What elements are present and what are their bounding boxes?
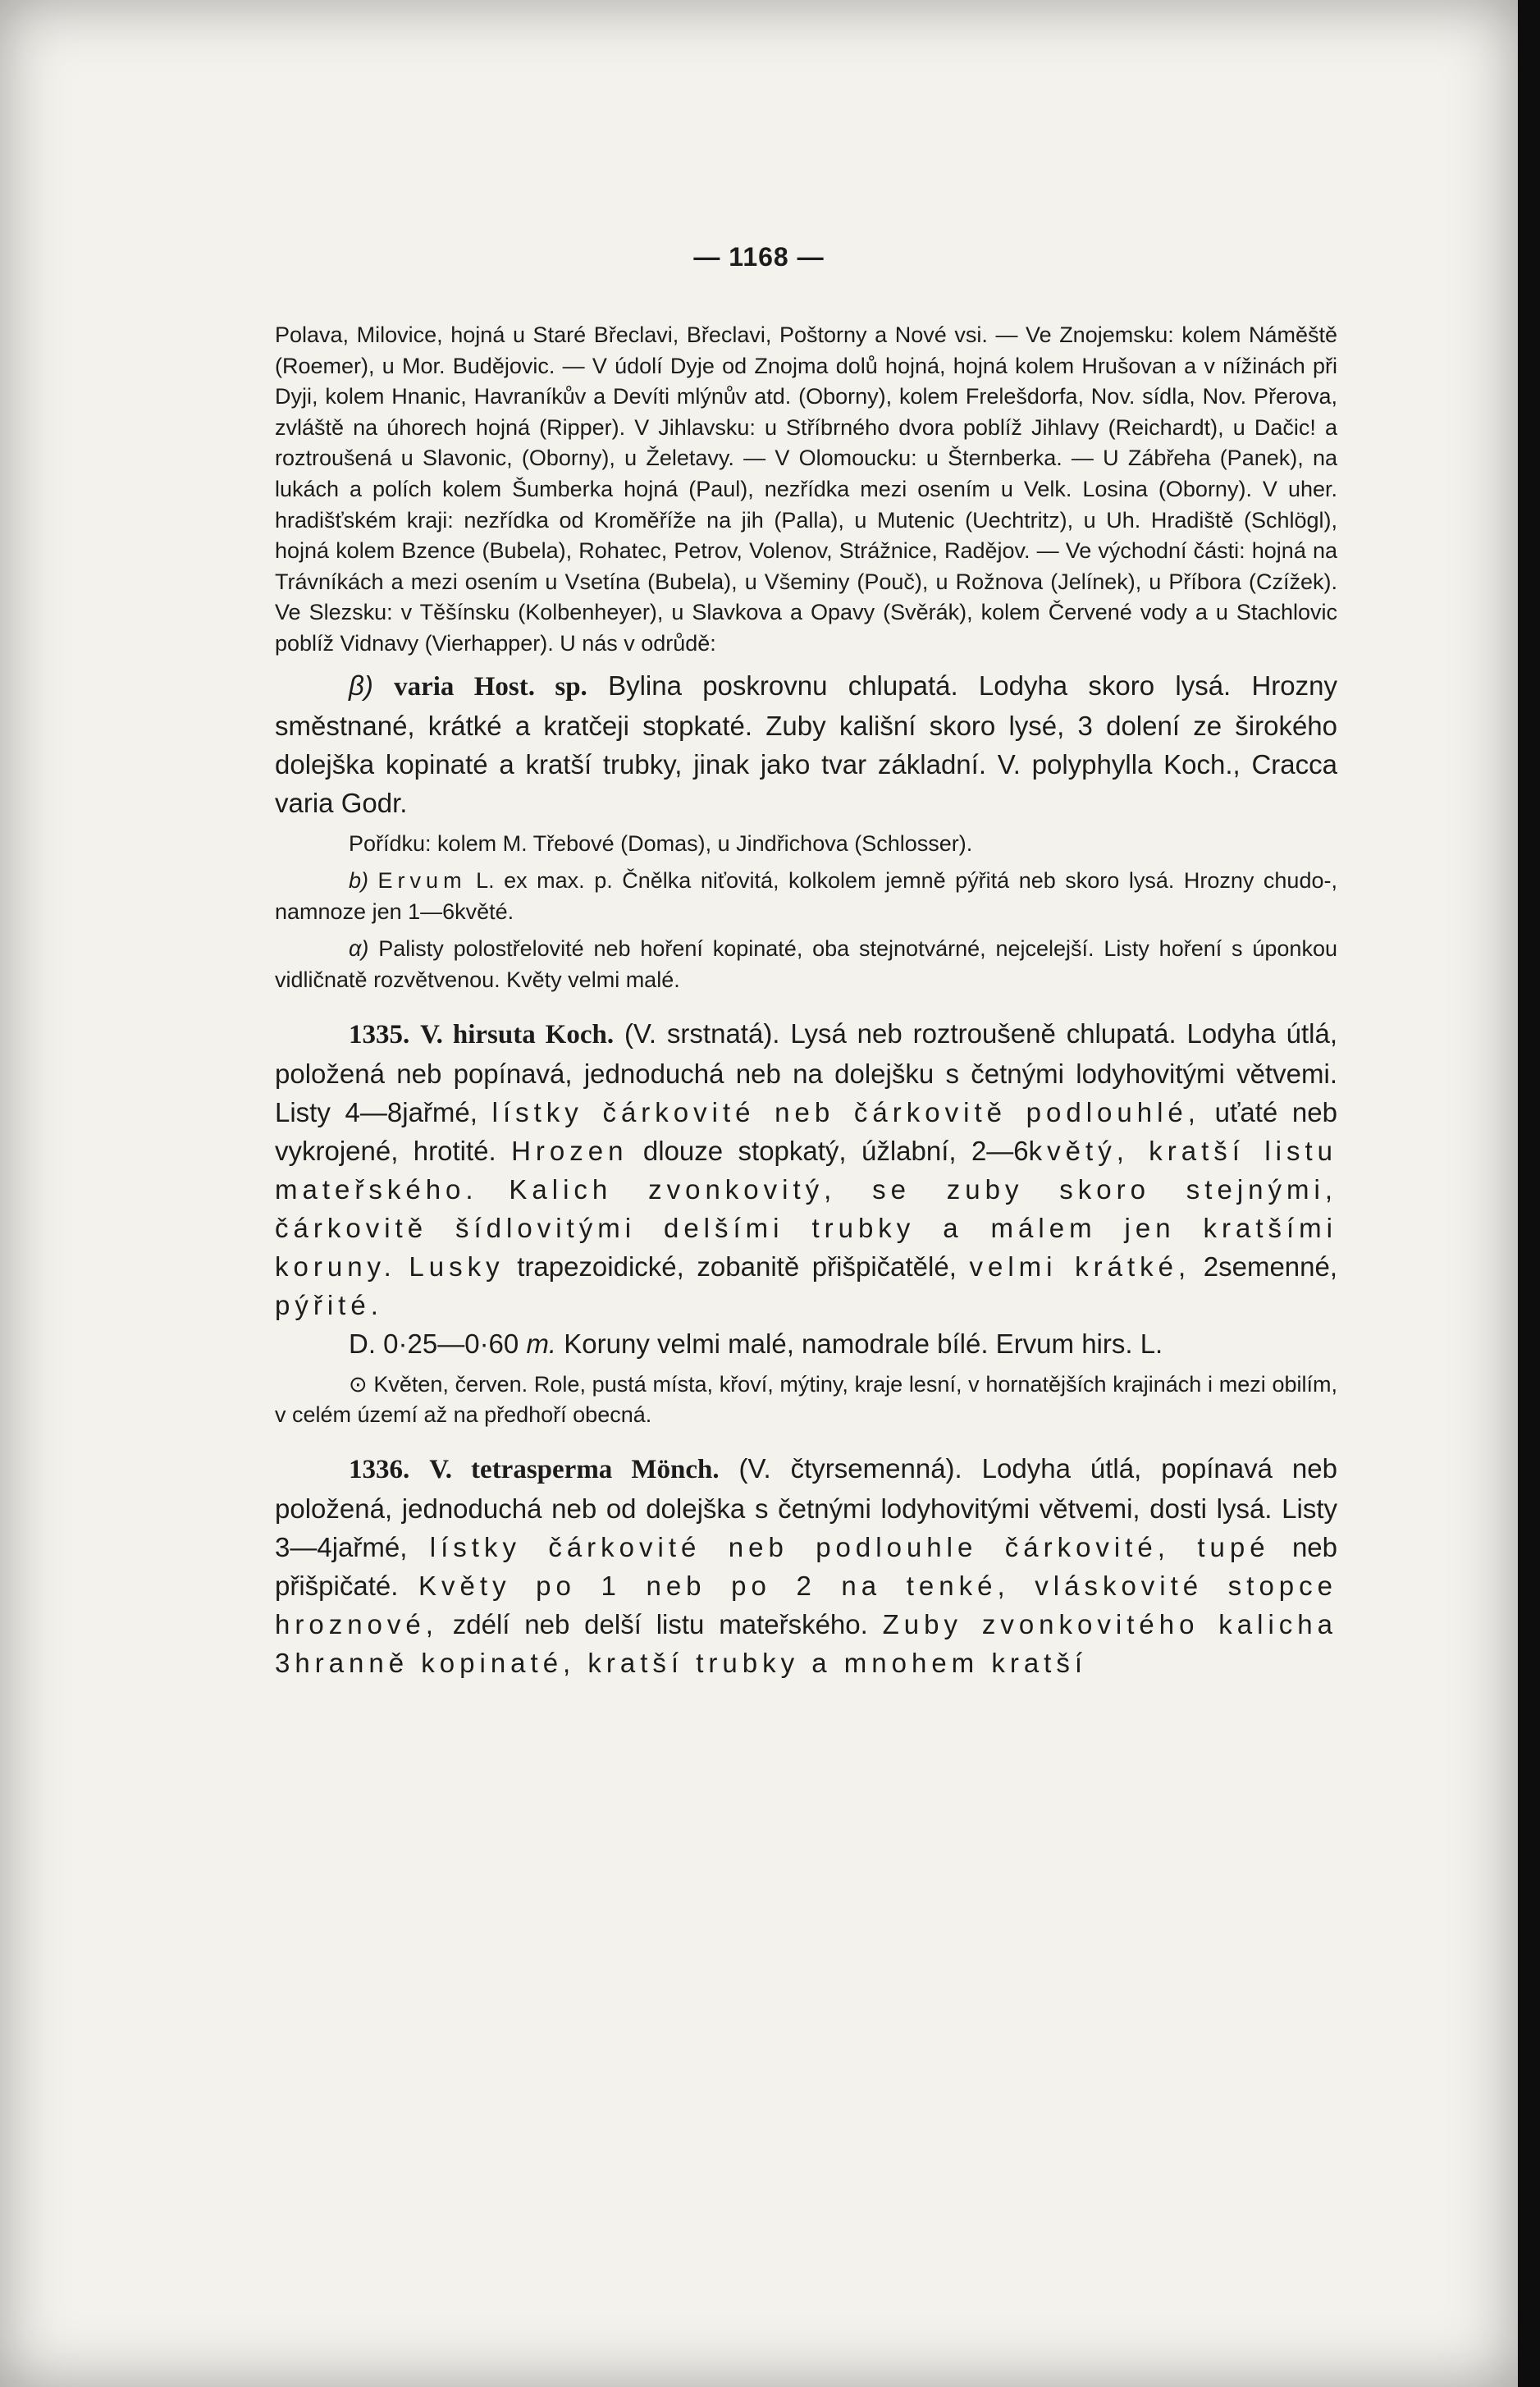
section-name: Ervum [377,868,467,894]
section-b-paragraph [275,866,1337,927]
dimension-text: D. 0·25—0·60 [349,1328,519,1359]
species-name: V. hirsuta Koch. [420,1019,615,1049]
species-number: 1335. [349,1019,410,1049]
description-text: trapezoidické, zobanitě přišpičatělé, [517,1251,957,1282]
section-description: L. ex max. p. Čnělka niťovitá, kolkolem jemně pýřitá neb skoro lysá. Hrozny chudo-, namnoze jen 1—6květé. [275,868,1337,924]
spaced-description-text: květý, kratší listu mateřského. [275,1135,1338,1205]
species-1335-habitat [275,1370,1337,1431]
spaced-description-text: lístky čárkovité neb podlouhle čárkovité, tupé [429,1531,1270,1562]
species-1335-dimensions [275,1324,1337,1363]
variety-marker: β) [349,670,373,701]
subsection-marker: α) [349,936,369,962]
spaced-description-text: Kalich zvonkovitý, se zuby skoro stejnými, čárkovitě šídlovitými delšími trubky a málem jen kratšími koruny. [275,1173,1337,1282]
species-number: 1336. [349,1454,410,1484]
page-number: — 1168 — [693,242,825,272]
species-1336-paragraph [275,1449,1337,1682]
variety-beta-paragraph [275,666,1337,822]
spaced-description-text: velmi krátké, [969,1251,1191,1282]
variety-description: Bylina poskrovnu chlupatá. Lodyha skoro lysá. Hrozny směstnané, krátké a kratčeji stopkaté. Zuby kališní skoro lysé, 3 dolení ze širokého dolejška kopinaté a kratší trubky, jinak jako tvar základní. V. polyphylla Koch., Cracca varia Godr. [275,670,1338,818]
variety-name: varia Host. sp. [394,671,587,702]
spaced-description-text: lístky čárkovité neb čárkovitě podlouhlé, [491,1096,1200,1127]
habitat-text: Květen, červen. Role, pustá místa, křoví, mýtiny, kraje lesní, v hornatějších krajinách i mezi obilím, v celém území až na předhoří obecná. [275,1371,1337,1428]
dimension-unit: m. [526,1328,557,1359]
page-text [275,320,1337,1682]
description-text: Koruny velmi malé, namodrale bílé. Ervum hirs. L. [564,1328,1163,1359]
species-common-name: (V. čtyrsemenná). [738,1452,962,1484]
section-a-paragraph [275,934,1337,995]
description-text: zdélí neb delší listu mateřského. [452,1608,868,1639]
spaced-description-text: Zuby zvonkovitého kalicha 3hranně kopinaté, kratší trubky a mnohem kratší [275,1608,1337,1678]
description-text: Lysá neb roztroušeně chlupatá. Lodyha útlá, položená neb popínavá, jednoduchá neb na dolejšku s četnými lodyhovitými větvemi. Listy 4—8jařmé, [275,1017,1337,1127]
spaced-description-text: Hrozen [511,1135,628,1166]
spaced-description-text: Lusky [409,1251,505,1282]
description-text: uťaté neb vykrojené, hrotité. [275,1096,1337,1166]
annual-symbol-icon: ⊙ [349,1371,368,1397]
spaced-description-text: Květy po 1 neb po 2 na tenké, vláskovité stopce hroznové, [275,1570,1337,1639]
description-text: Lodyha útlá, popínavá neb položená, jednoduchá neb od dolejška s četnými lodyhovitými větvemi, dosti lysá. Listy 3—4jařmé, [275,1452,1337,1562]
subsection-description: Palisty polostřelovité neb hoření kopinaté, oba stejnotvárné, nejcelejší. Listy hoření s úponkou vidličnatě rozvětvenou. Květy velmi malé. [275,936,1337,992]
scan-edge [1518,0,1540,2387]
description-text: dlouze stopkatý, úžlabní, 2—6 [642,1135,1029,1166]
species-common-name: (V. srstnatá). [624,1017,780,1049]
spaced-description-text: pýřité. [275,1289,383,1320]
distribution-paragraph: Polava, Milovice, hojná u Staré Břeclavi, Břeclavi, Poštorny a Nové vsi. — Ve Znojemsku: kolem Náměště (Roemer), u Mor. Budějovic. — V údolí Dyje od Znojma dolů hojná, hojná kolem Hrušovan a v nížinách při Dyji, kolem Hnanic, Havraníkův a Devíti mlýnův atd. (Oborny), kolem Frelešdorfa, Nov. sídla, Nov. Přerova, zvláště na úhorech hojná (Ripper). V Jihlavsku: u Stříbrného dvora poblíž Jihlavy (Reichardt), u Dačic! a roztroušená u Slavonic, (Oborny), u Želetavy. — V Olomoucku: u Šternberka. — U Zábřeha (Panek), na lukách a polích kolem Šumberka hojná (Paul), nezřídka mezi osením u Velk. Losina (Oborny). V uher. hradišťském kraji: nezřídka od Kroměříže na jih (Palla), u Mutenic (Uechtritz), u Uh. Hradiště (Schlögl), hojná kolem Bzence (Bubela), Rohatec, Petrov, Volenov, Strážnice, Radějov. — Ve východní části: hojná na Trávníkách a mezi osením u Vsetína (Bubela), u Všeminy (Pouč), u Rožnova (Jelínek), u Příbora (Czížek). Ve Slezsku: v Těšínsku (Kolbenheyer), u Slavkova a Opavy (Svěrák), kolem Červené vody a u Stachlovic poblíž Vidnavy (Vierhapper). U nás v odrůdě: [275,322,1337,656]
species-1335-paragraph [275,1014,1337,1324]
description-text: neb přišpičaté. [275,1531,1338,1601]
species-name: V. tetrasperma Mönch. [429,1454,720,1484]
variety-locality: Pořídku: kolem M. Třebové (Domas), u Jindřichova (Schlosser). [349,830,973,856]
description-text: 2semenné, [1203,1251,1338,1282]
section-marker: b) [349,868,369,894]
